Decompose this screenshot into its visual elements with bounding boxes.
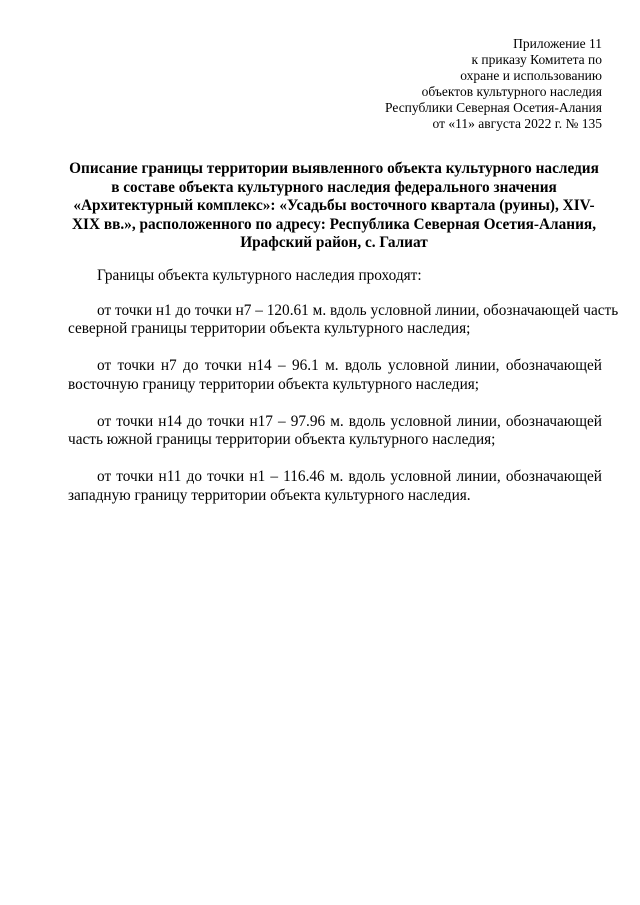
title-line: «Архитектурный комплекс»: «Усадьбы восточного квартала (руины), XIV- [73, 197, 595, 214]
paragraph-line: восточную границу территории объекта культурного наследия; [68, 375, 480, 393]
boundary-paragraph-south [68, 413, 602, 450]
boundary-paragraph-north [68, 301, 619, 339]
title-line: XIX вв.», расположенного по адресу: Республика Северная Осетия-Алания, [71, 215, 597, 233]
paragraph-line: от точки н11 до точки н1 – 116.46 м. вдоль условной линии, обозначающей [97, 468, 602, 485]
document-body [68, 267, 619, 524]
appendix-line: Приложение 11 [513, 36, 602, 51]
title-line: в составе объекта культурного наследия федерального значения [111, 178, 557, 196]
appendix-line: охране и использованию [460, 68, 602, 83]
paragraph-line: от точки н14 до точки н17 – 97.96 м. вдоль условной линии, обозначающей [97, 412, 602, 430]
appendix-line: Республики Северная Осетия-Алания [385, 100, 602, 115]
boundary-paragraph-east [68, 357, 602, 394]
paragraph-line: северной границы территории объекта культурного наследия; [68, 320, 471, 337]
appendix-line: к приказу Комитета по [471, 52, 602, 67]
intro-paragraph: Границы объекта культурного наследия проходят: [97, 267, 422, 284]
appendix-header [302, 36, 602, 132]
title-line: Ирафский район, с. Галиат [240, 234, 428, 251]
paragraph-line: часть южной границы территории объекта культурного наследия; [68, 431, 496, 448]
title-line: Описание границы территории выявленного объекта культурного наследия [69, 160, 599, 177]
paragraph-line: от точки н1 до точки н7 – 120.61 м. вдоль условной линии, обозначающей часть [97, 301, 619, 319]
boundary-paragraph-west [68, 468, 602, 505]
paragraph-line: от точки н7 до точки н14 – 96.1 м. вдоль условной линии, обозначающей [97, 357, 602, 374]
appendix-line: от «11» августа 2022 г. № 135 [432, 116, 602, 131]
appendix-line: объектов культурного наследия [421, 84, 602, 99]
paragraph-line: западную границу территории объекта культурного наследия. [68, 486, 471, 504]
document-title [64, 160, 604, 253]
